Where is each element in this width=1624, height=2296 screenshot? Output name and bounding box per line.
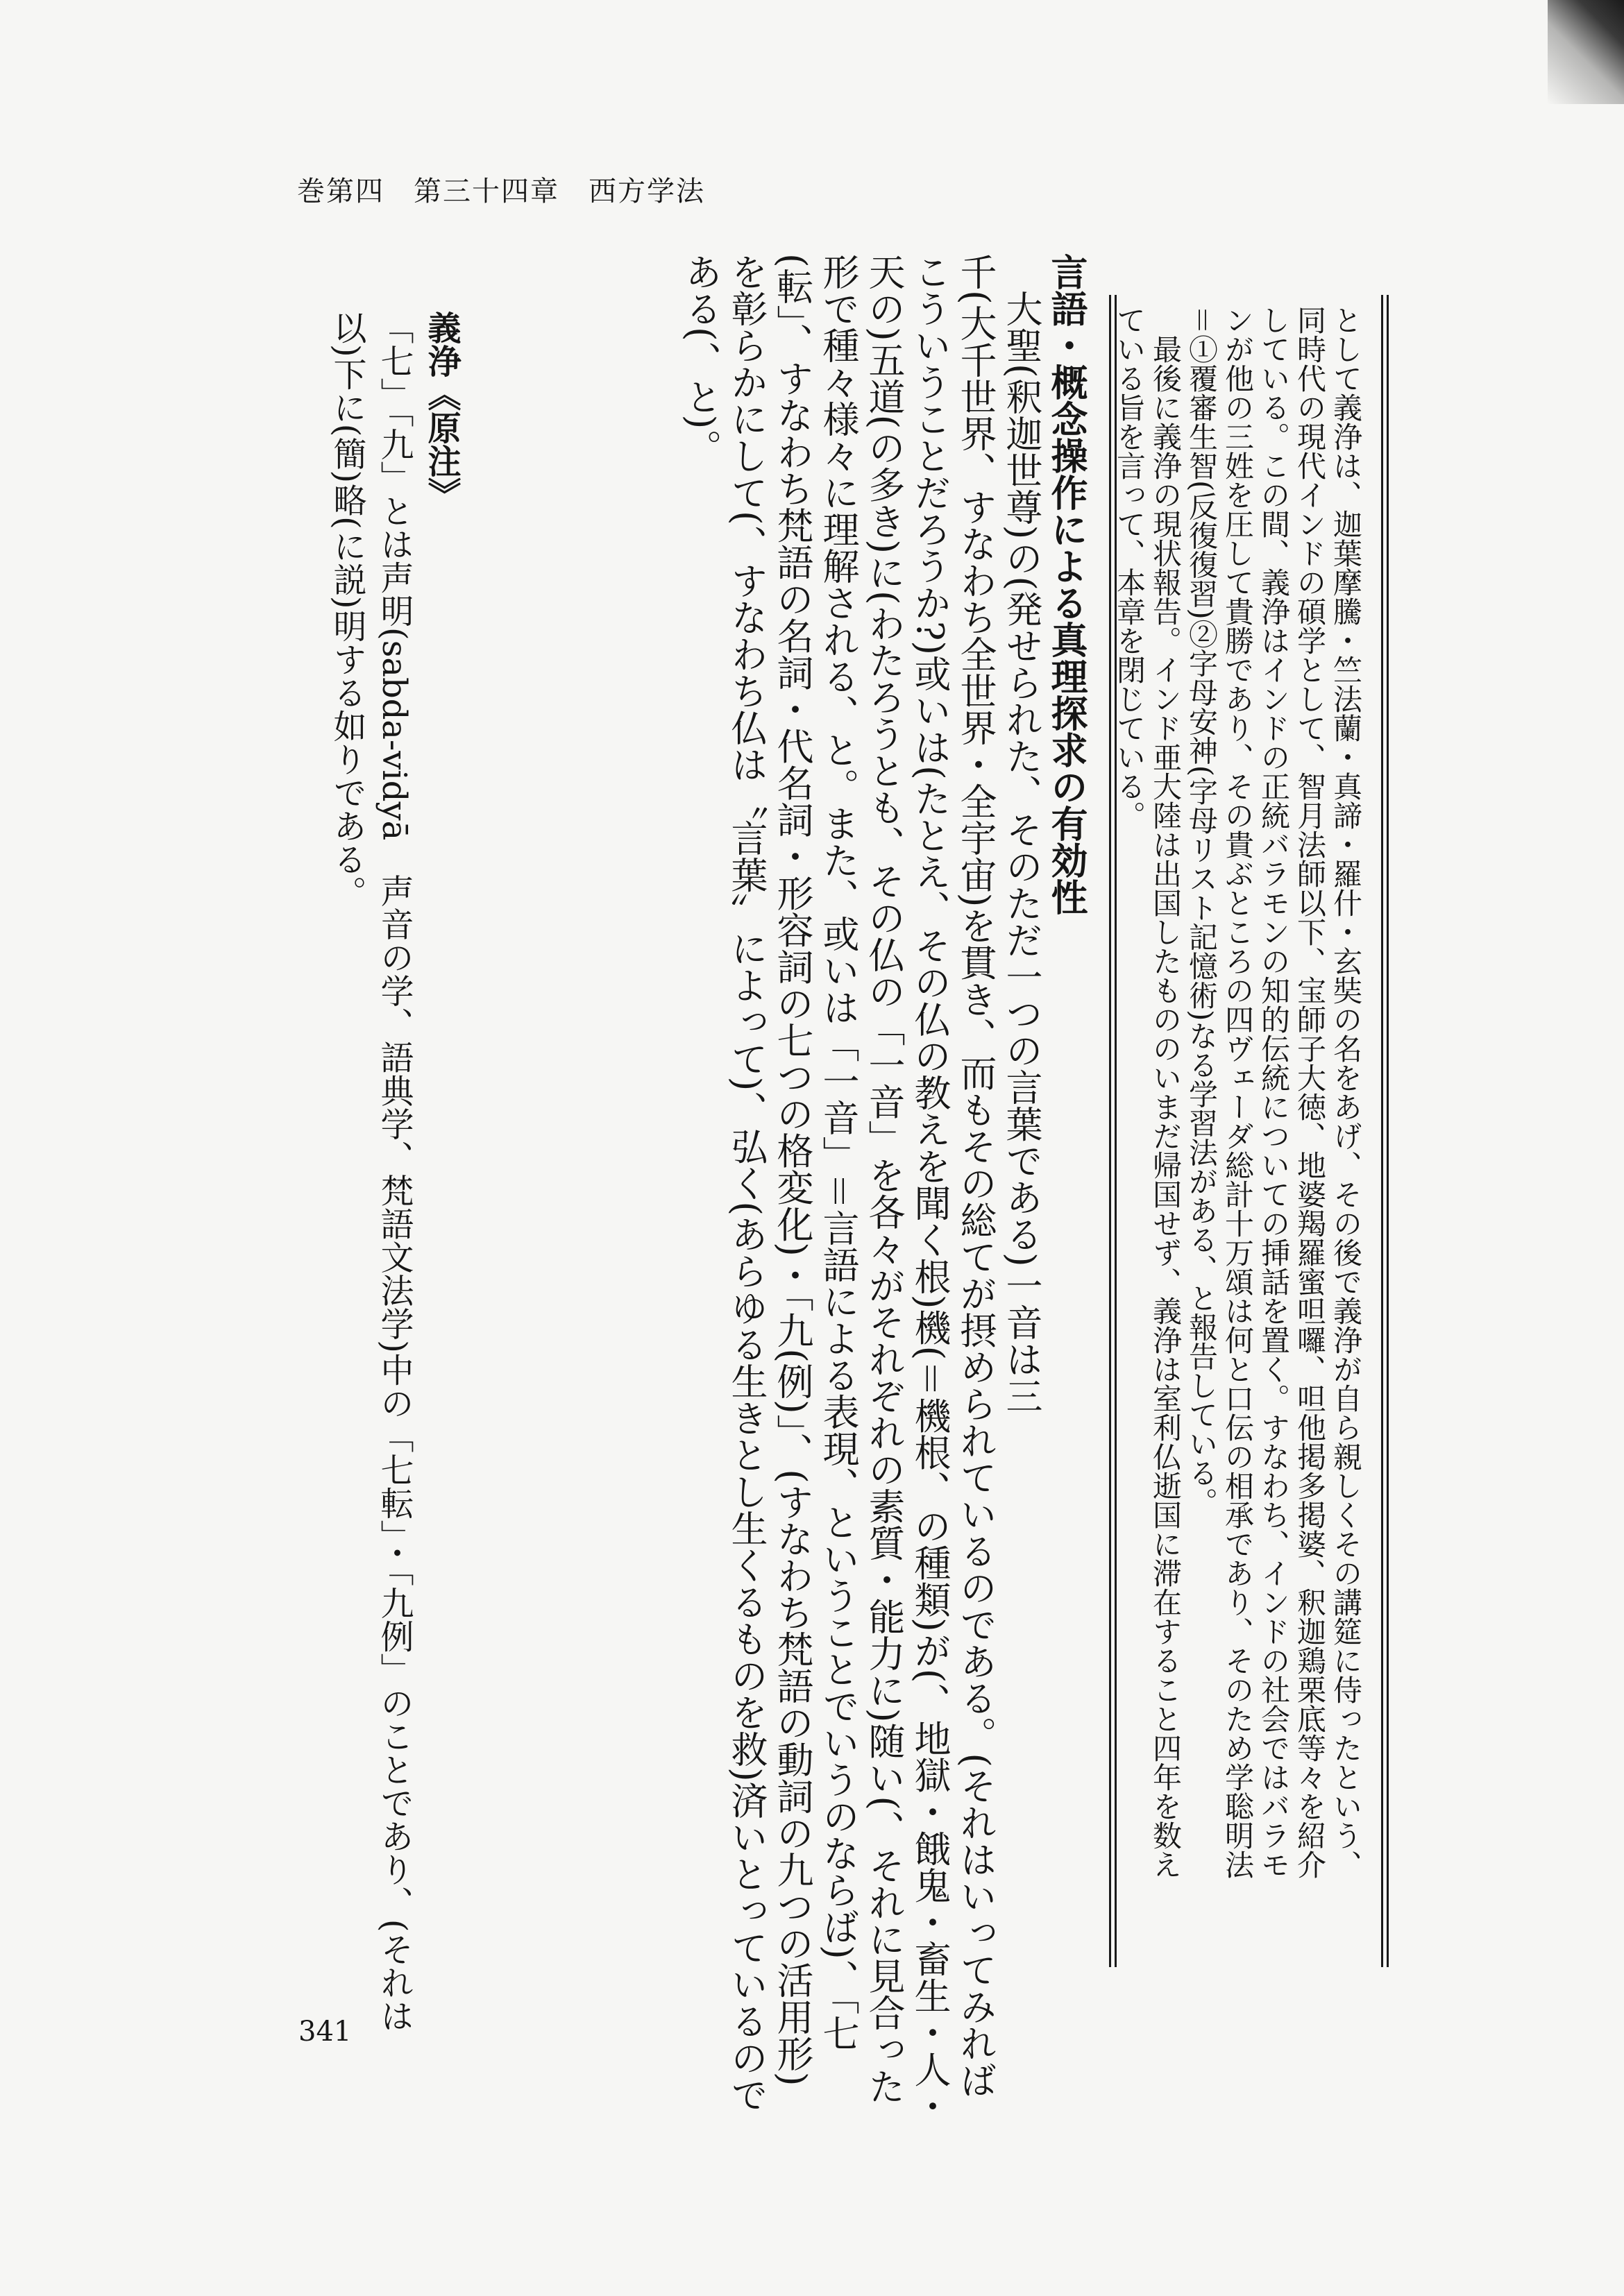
- summary-line: ている旨を言って、本章を閉じている。: [1113, 305, 1147, 830]
- summary-line: として義浄は、迦葉摩騰・竺法蘭・真諦・羅什・玄奘の名をあげ、その後で義浄が自ら親しくその講筵に侍ったという、: [1329, 305, 1363, 1879]
- summary-line: 最後に義浄の現状報告。インド亜大陸は出国したもののいまだ帰国せず、義浄は室利仏逝国に滞在すること四年を数え: [1149, 305, 1183, 1879]
- summary-rule-right: [1381, 295, 1389, 1967]
- running-head: 巻第四 第三十四章 西方学法: [297, 176, 705, 207]
- section-heading: 言語・概念操作による真理探求の有効性: [1045, 253, 1088, 915]
- scan-edge-shadow: [1548, 0, 1624, 104]
- body-line: こういうことだろうか?)或いは(たとえ、その仏の教えを聞く根)機(＝機根、の種類)が(、地獄・餓鬼・畜生・人・: [908, 253, 951, 2125]
- body-line: ある(、と)。: [679, 253, 722, 466]
- summary-line: 同時代の現代インドの碩学として、智月法師以下、宝師子大徳、地婆羯羅蜜呾囉、呾他掲多掲婆、釈迦鶏栗底等々を紹介: [1293, 305, 1327, 1879]
- body-line: 千(大千世界、すなわち全世界・全宇宙)を貫き、而もその総てが摂められているのである。(それはいってみれば: [954, 253, 997, 2099]
- original-notes: [274, 311, 465, 2080]
- chapter-summary: [1110, 305, 1364, 1879]
- summary-line: ンが他の三姓を圧して貴勝であり、その貴ぶところの四ヴェーダ総計十万頌は何と口伝の相承であり、そのため学聡明法: [1221, 305, 1255, 1879]
- body-line: 形で種々様々に理解される、と。また、或いは「一音」＝言語による表現、ということでいうのならば)、「七: [817, 253, 859, 2052]
- page-number: 341: [298, 2016, 352, 2048]
- body-line: 天の)五道(の多き)に(わたろうとも、その仏の「一音」を各々がそれぞれの素質・能力に)随い(、それに見合った: [863, 253, 905, 2105]
- note-line: 「七」「九」とは声明(sabda-vidyā 声音の学、語典学、梵語文法学)中の「七転」・「九例」のことであり、(それは: [375, 311, 414, 2032]
- main-text: [534, 253, 1090, 2125]
- notes-title: 義浄《原注》: [422, 311, 461, 511]
- summary-line: ＝①覆審生智(反復復習)②字母安神(字母リスト記憶術)なる学習法がある、と報告している。: [1185, 305, 1219, 1517]
- note-line: 以)下に(簡)略(に説)明する如りである。: [328, 311, 366, 909]
- body-line: 大聖(釈迦世尊)の(発せられた、そのただ一つの言葉である)一音は三: [1000, 253, 1042, 1414]
- body-line: (転」、すなわち梵語の名詞・代名詞・形容詞の七つの格変化)・「九(例)」、(すなわち梵語の動詞の九つの活用形): [771, 253, 813, 2086]
- body-line: を彰らかにして(、すなわち仏は〝言葉〟によって)、弘く(あらゆる生きとし生くるものを救)済いとっているので: [725, 253, 768, 2113]
- summary-line: している。この間、義浄はインドの正統バラモンの知的伝統についての挿話を置く。すなわち、インドの社会ではバラモ: [1257, 305, 1291, 1879]
